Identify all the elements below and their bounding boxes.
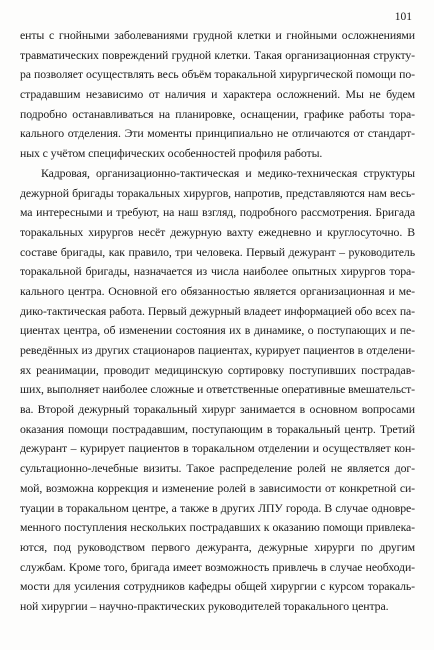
text-line: ра позволяет осуществлять весь объём торакальной хирургической помощи по- xyxy=(20,67,415,82)
text-line: мости для усиления сотрудников кафедры общей хирургии с курсом торакаль- xyxy=(20,579,415,594)
paragraph xyxy=(20,164,415,617)
text-line: ных с учётом специфических особенностей профиля работы. xyxy=(20,146,323,161)
text-line: дежурант – курирует пациентов в торакальном отделении и осуществляет кон- xyxy=(20,441,415,456)
text-line: страдавшим независимо от наличия и характера осложнений. Мы не будем xyxy=(20,87,415,102)
page-number: 101 xyxy=(394,11,412,23)
text-line: травматических повреждений грудной клетки. Такая организационная структу- xyxy=(20,47,415,62)
text-line: мой, возможна коррекция и изменение ролей в зависимости от конкретной си- xyxy=(20,480,415,495)
text-line: ших, выполняет наиболее сложные и ответственные оперативные вмешательст- xyxy=(20,382,415,397)
text-line: циентах центра, об изменении состояния их в динамике, о поступающих и пе- xyxy=(20,323,415,338)
text-line: ма интересными и требуют, на наш взгляд, подробного рассмотрения. Бригада xyxy=(20,205,415,220)
text-line: ются, под руководством первого дежуранта, дежурные хирурги по другим xyxy=(20,539,415,554)
text-line: ва. Второй дежурный торакальный хирург занимается в основном вопросами xyxy=(20,402,415,417)
text-line: торакальной бригады, назначается из числа наиболее опытных хирургов тора- xyxy=(20,264,415,279)
text-line: туации в торакальном центре, а также в других ЛПУ города. В случае одновре- xyxy=(20,500,415,515)
text-line: ной хирургии – научно-практических руководителей торакального центра. xyxy=(20,598,389,613)
text-line: кального отделения. Эти моменты принципиально не отличаются от стандарт- xyxy=(20,126,415,141)
text-line: Кадровая, организационно-тактическая и медико-техническая структуры xyxy=(41,165,415,180)
text-line: службам. Кроме того, бригада имеет возможность привлечь в случае необходи- xyxy=(20,559,415,574)
text-line: сультационно-лечебные визиты. Такое распределение ролей не является дог- xyxy=(20,461,415,476)
text-line: енты с гнойными заболеваниями грудной клетки и гнойными осложнениями xyxy=(20,28,415,42)
body-text xyxy=(20,26,415,617)
text-line: ях реанимации, проводит медицинскую сортировку поступивших пострадав- xyxy=(20,362,415,377)
text-line: подробно останавливаться на планировке, оснащении, графике работы тора- xyxy=(20,106,415,121)
text-line: дико-тактическая работа. Первый дежурный владеет информацией обо всех па- xyxy=(20,303,415,318)
text-line: реведённых из других стационаров пациентах, курирует пациентов в отделени- xyxy=(20,343,415,357)
text-line: кального центра. Основной его обязанностью является организационная и ме- xyxy=(20,283,415,298)
text-line: оказания помощи пострадавшим, поступающим в торакальный центр. Третий xyxy=(20,421,415,436)
paragraph xyxy=(20,26,415,164)
text-line: составе бригады, как правило, три человека. Первый дежурант – руководитель xyxy=(20,244,415,259)
text-line: менного поступления нескольких пострадавших к оказанию помощи привлека- xyxy=(20,520,415,535)
text-line: дежурной бригады торакальных хирургов, напротив, представляются нам весь- xyxy=(20,185,415,200)
text-line: торакальных хирургов несёт дежурную вахту ежедневно и круглосуточно. В xyxy=(20,224,415,239)
